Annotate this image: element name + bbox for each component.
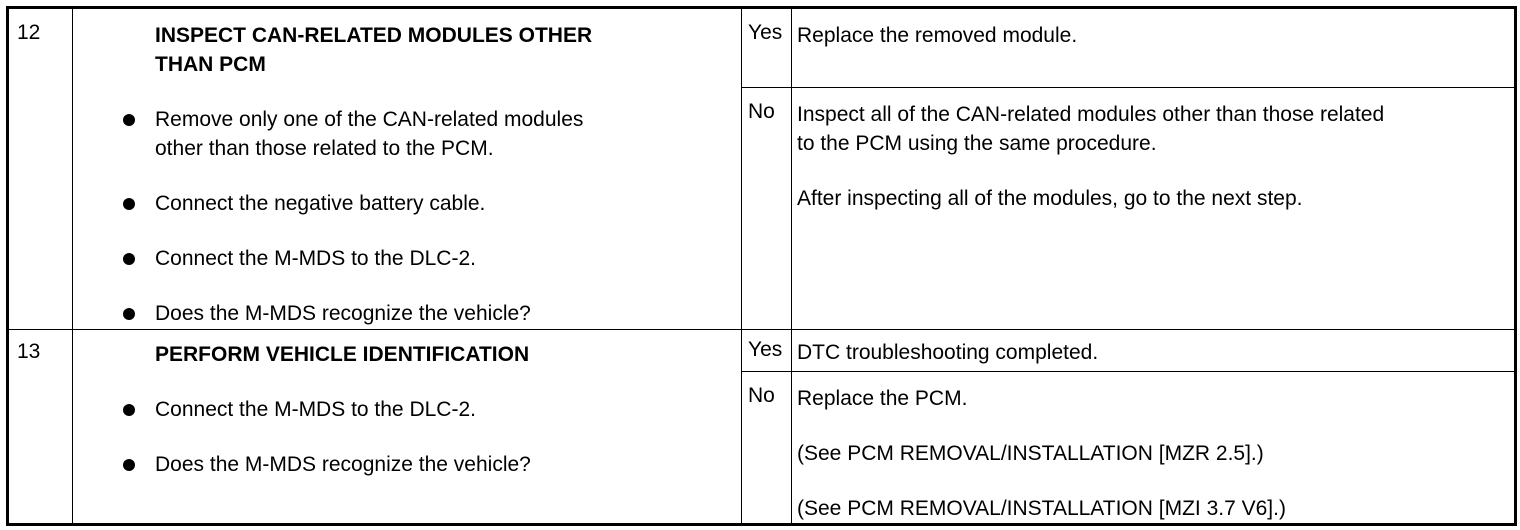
- step-bullet-list: [73, 105, 731, 328]
- bullet-icon: [123, 308, 135, 320]
- step-inspection-cell: [73, 330, 742, 525]
- no-label: No: [742, 372, 792, 525]
- yes-action: Replace the removed module.: [792, 8, 1516, 88]
- no-action: Replace the PCM. (See PCM REMOVAL/INSTALLATION [MZR 2.5].) (See PCM REMOVAL/INSTALLATION [MZI 3.7 V6].): [792, 372, 1516, 525]
- step-title: PERFORM VEHICLE IDENTIFICATION: [155, 343, 530, 366]
- step-inspection-cell: [73, 8, 742, 330]
- step-12-yes-row: [8, 8, 1516, 88]
- yes-label: Yes: [742, 8, 792, 88]
- no-label: No: [742, 88, 792, 330]
- yes-action: DTC troubleshooting completed.: [792, 330, 1516, 372]
- yes-label: Yes: [742, 330, 792, 372]
- step-title: INSPECT CAN-RELATED MODULES OTHER THAN PCM: [155, 24, 593, 76]
- bullet-icon: [123, 198, 135, 210]
- bullet-icon: [123, 114, 135, 126]
- step-number: 13: [8, 330, 73, 525]
- bullet-item: Connect the M-MDS to the DLC-2.: [73, 244, 731, 273]
- no-action: Inspect all of the CAN-related modules other than those related to the PCM using the same procedure. After inspecting all of the modules, go to the next step.: [792, 88, 1516, 330]
- bullet-icon: [123, 404, 135, 416]
- bullet-item: Connect the M-MDS to the DLC-2.: [73, 395, 731, 424]
- step-bullet-list: [73, 395, 731, 479]
- bullet-item: Does the M-MDS recognize the vehicle?: [73, 299, 731, 328]
- step-number: 12: [8, 8, 73, 330]
- bullet-item: Remove only one of the CAN-related modules other than those related to the PCM.: [73, 105, 731, 163]
- bullet-icon: [123, 459, 135, 471]
- bullet-icon: [123, 253, 135, 265]
- bullet-item: Does the M-MDS recognize the vehicle?: [73, 450, 731, 479]
- bullet-item: Connect the negative battery cable.: [73, 189, 731, 218]
- step-13-yes-row: [8, 330, 1516, 372]
- troubleshooting-table: [6, 6, 1517, 526]
